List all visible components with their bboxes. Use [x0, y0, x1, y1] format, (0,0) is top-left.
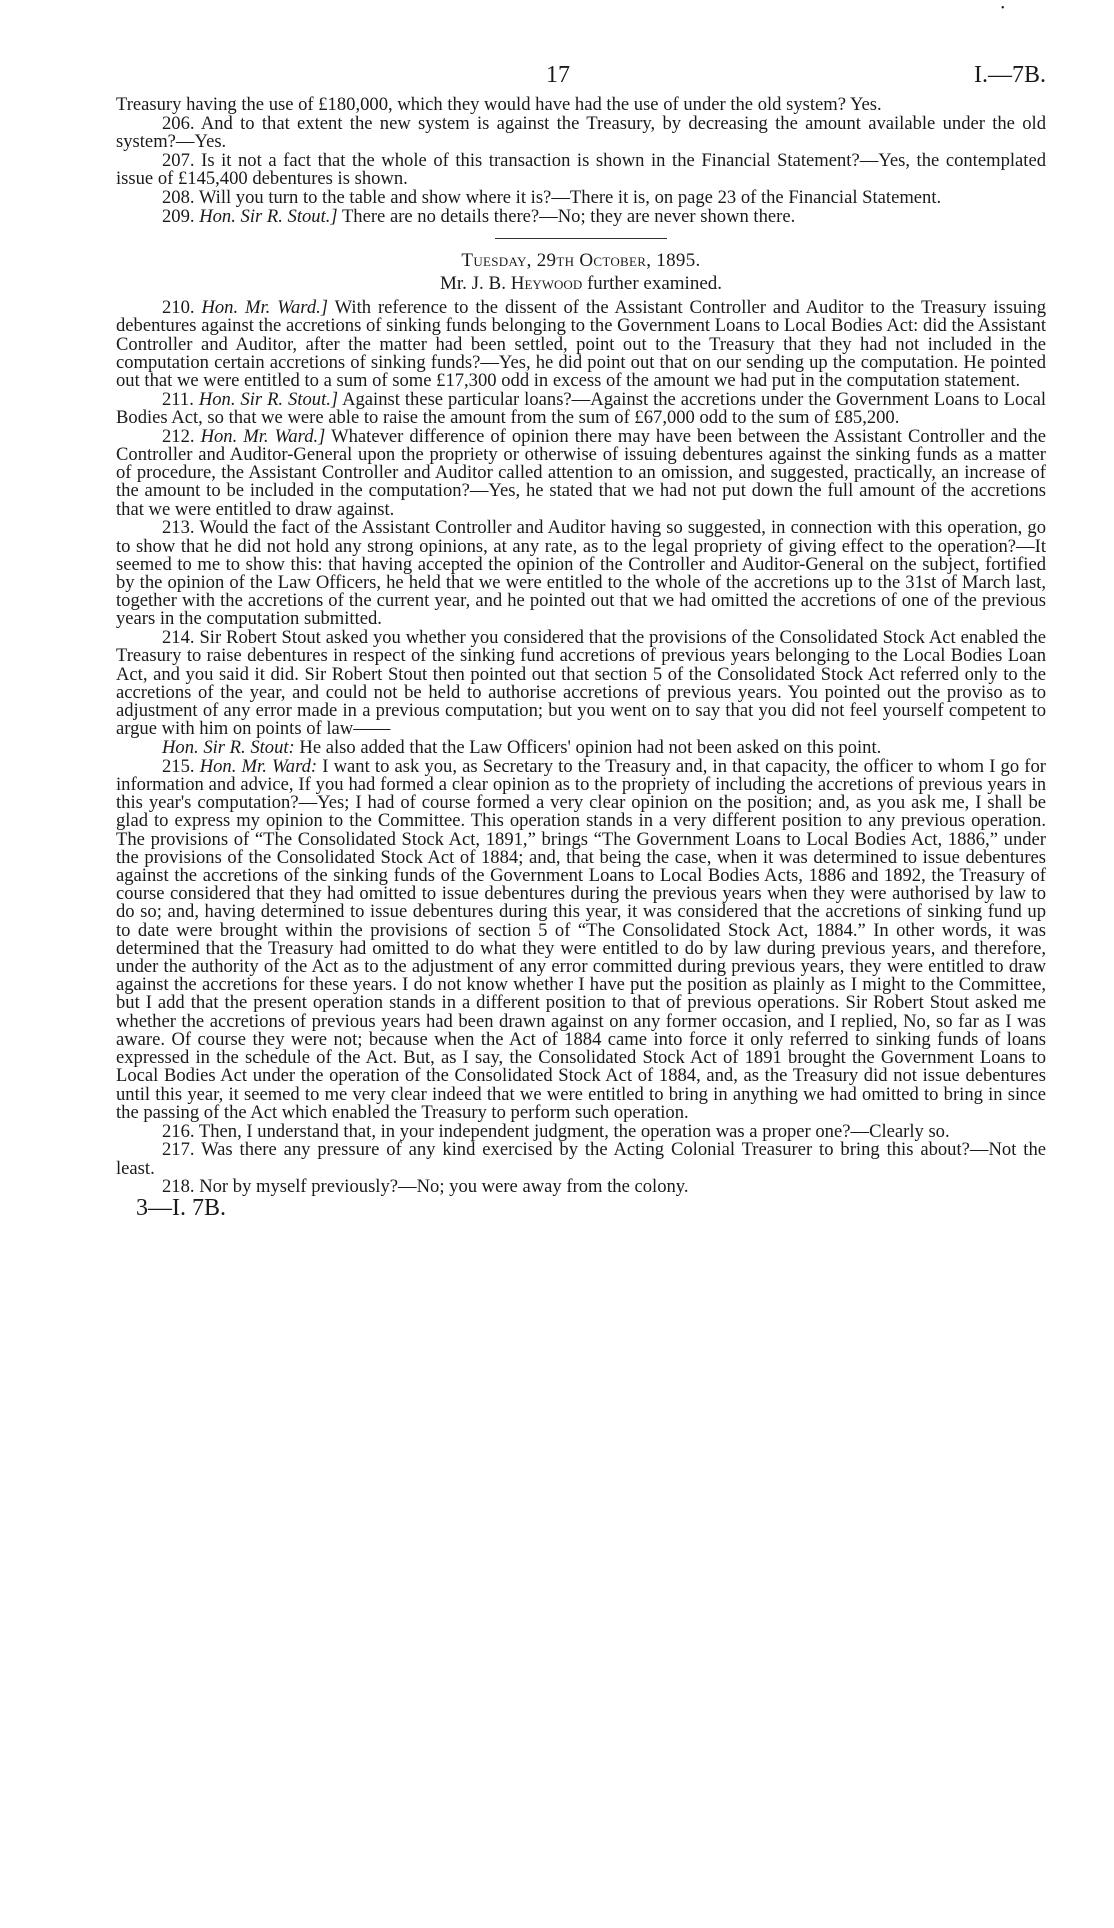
question-216 — [116, 1120, 1046, 1142]
question-number: 211. — [162, 388, 194, 410]
question-number: 217. — [162, 1139, 195, 1161]
speaker-name: Hon. Sir R. Stout.] — [199, 205, 338, 227]
running-header — [116, 52, 1046, 96]
paragraph-text: And to that extent the new system is against the Treasury, by decreasing the amount available under the old system?—Yes. — [116, 112, 1046, 152]
paragraph-text: Nor by myself previously?—No; you were away from the colony. — [199, 1176, 689, 1198]
paragraph-text: Is it not a fact that the whole of this transaction is shown in the Financial Statement?—Yes, the contemplated issue of £145,400 debentures is shown. — [116, 149, 1046, 189]
witness-prefix: Mr. J. B. — [439, 273, 506, 294]
question-number: 213. — [162, 517, 195, 539]
paragraph-text: With reference to the dissent of the Assistant Controller and Auditor to the Treasury issuing debentures against the accretions of sinking funds belonging to the Government Loans to Local Bodies Act: did the Assistant Controller and Auditor, after the matter had been settled, point out to the Treasury that they had not included in the computation certain accretions of sinking funds?—Yes, he did point out that on our sending up the computation. He pointed out that we were entitled to a sum of some £17,300 odd in excess of the amount we had put in the computation statement. — [116, 297, 1046, 392]
signature-mark: 3—I. 7B. — [136, 1194, 226, 1221]
paragraph-text: Treasury having the use of £180,000, which they would have had the use of under the old system? Yes. — [116, 94, 882, 115]
witness-suffix: further examined. — [586, 273, 723, 294]
question-number: 214. — [162, 627, 195, 649]
paper-reference: I.—7B. — [974, 62, 1046, 88]
paragraph-text: Was there any pressure of any kind exercised by the Acting Colonial Treasurer to bring this about?—Not the least. — [116, 1139, 1046, 1179]
speaker-name: Hon. Sir R. Stout: — [162, 737, 295, 759]
question-number: 206. — [162, 112, 195, 134]
question-214 — [116, 629, 1046, 738]
question-209 — [116, 205, 1046, 227]
paragraph-text: Would the fact of the Assistant Controller and Auditor having so suggested, in connection with this operation, go to show that he did not hold any strong opinions, at any rate, as to the legal propriety of giving effect to the operation?—It seemed to me to show this: that having accepted the opinion of the Controller and Auditor-General on the subject, fortified by the opinion of the Law Officers, he held that we were entitled to the whole of the accretions up to the 31st of March last, together with the accretions of the current year, and he pointed out that we had omitted the accretions of one of the previous years in the computation submitted. — [116, 517, 1046, 630]
question-number: 208. — [162, 186, 195, 208]
question-number: 216. — [162, 1120, 195, 1142]
question-number: 210. — [162, 297, 195, 319]
question-212 — [116, 425, 1047, 520]
question-number: 215. — [162, 755, 195, 777]
stray-dot-mark: • — [1001, 3, 1005, 14]
speaker-name: Hon. Mr. Ward.] — [200, 425, 326, 447]
speaker-name: Hon. Mr. Ward.] — [201, 297, 329, 319]
witness-name: Heywood — [510, 273, 583, 294]
paragraph-text: Sir Robert Stout asked you whether you considered that the provisions of the Consolidated Stock Act enabled the Treasury to raise debentures in respect of the sinking fund accretions of previous years belonging to the Local Bodies Loan Act, and you said it did. Sir Robert Stout then pointed out that section 5 of the Consolidated Stock Act referred only to the accretions of the year, and could not be held to authorise accretions of previous years. You pointed out the proviso as to adjustment of any error made in a previous computation; but you went on to say that you did not feel yourself competent to argue with him on points of law—— — [116, 627, 1046, 740]
paragraph-text: I want to ask you, as Secretary to the Treasury and, in that capacity, the officer to whom I go for information and advice, If you had formed a clear opinion as to the propriety of including the accretions of previous years in this year's computation?—Yes; I had of course formed a very clear opinion on the position; and, as you ask me, I shall be glad to express my opinion to the Committee. This operation stands in a very different position to any previous operation. The provisions of “The Consolidated Stock Act, 1891,” brings “The Government Loans to Local Bodies Act, 1886,” under the provisions of the Consolidated Stock Act of 1884; and, that being the case, when it was determined to issue debentures against the accretions of the sinking funds of the Government Loans to Local Bodies Acts, 1886 and 1892, the Treasury of course considered that they had omitted to issue debentures during the previous years when they were authorised by law to do so; and, having determined to issue debentures during this year, it was considered that the accretions of sinking fund up to date were brought within the provisions of section 5 of “The Consolidated Stock Act, 1884.” In other words, it was determined that the Treasury had omitted to do what they were entitled to do by law during previous years, and therefore, under the authority of the Act as to the adjustment of any error committed during previous years, they were entitled to draw against the accretions for these years. I do not know whether I have put the position as plainly as I might to the Committee, but I add that the present operation stands in a different position to that of previous operations. Sir Robert Stout asked me whether the accretions of previous years had been drawn against on any former occasion, and I replied, No, so far as I was aware. Of course they were not; because when the Act of 1884 came into force it only referred to sinking funds of loans expressed in the schedule of the Act. But, as I say, the Consolidated Stock Act of 1891 brought the Government Loans to Local Bodies Act under the operation of the Consolidated Stock Act of 1884, and, as the Treasury did not issue debentures until this year, it seemed to me very clear indeed that we were entitled to bring in anything we had omitted to bring in since the passing of the Act which enabled the Treasury to perform such operation. — [116, 755, 1046, 1123]
speaker-name: Hon. Sir R. Stout.] — [198, 388, 339, 410]
question-number: 212. — [162, 425, 195, 447]
session-date: Tuesday, 29th October, 1895. — [461, 249, 701, 271]
paragraph-text: There are no details there?—No; they are never shown there. — [341, 205, 796, 227]
section-divider — [495, 238, 667, 239]
question-207 — [116, 149, 1046, 189]
paragraph-text: He also added that the Law Officers' opinion had not been asked on this point. — [299, 737, 882, 759]
question-number: 218. — [162, 1176, 195, 1198]
page-number: 17 — [546, 62, 570, 88]
paragraph-text: Then, I understand that, in your independent judgment, the operation was a proper one?—Clearly so. — [198, 1120, 950, 1142]
paragraph-text: Will you turn to the table and show where it is?—There it is, on page 23 of the Financial Statement. — [198, 186, 942, 208]
question-211 — [116, 388, 1046, 429]
interjection — [116, 739, 1046, 757]
paragraph-text: Against these particular loans?—Against the accretions under the Government Loans to Local Bodies Act, so that we were able to raise the amount from the sum of £67,000 odd to the sum of £85,200. — [116, 388, 1046, 429]
question-215 — [116, 755, 1046, 1123]
witness-line — [116, 275, 1046, 293]
question-213 — [116, 519, 1046, 628]
document-page — [116, 52, 1047, 1221]
speaker-name: Hon. Mr. Ward: — [199, 755, 318, 777]
question-number: 207. — [162, 149, 195, 171]
document-body — [116, 94, 1047, 1221]
question-210 — [116, 299, 1046, 390]
question-number: 209. — [162, 205, 195, 227]
question-218 — [116, 1178, 1046, 1196]
question-208 — [116, 186, 1046, 208]
paragraph-continuation — [116, 96, 1046, 114]
question-217 — [116, 1141, 1046, 1177]
question-206 — [116, 112, 1046, 152]
paragraph-text: Whatever difference of opinion there may have been between the Assistant Controller and the Controller and Auditor-General upon the propriety or otherwise of issuing debentures against the sinking funds as a matter of procedure, the Assistant Controller and Auditor called attention to an omission, and suggested, practically, an increase of the amount to be included in the computation?—Yes, he stated that we had not put down the full amount of the accretions that we were entitled to draw against. — [116, 425, 1047, 520]
